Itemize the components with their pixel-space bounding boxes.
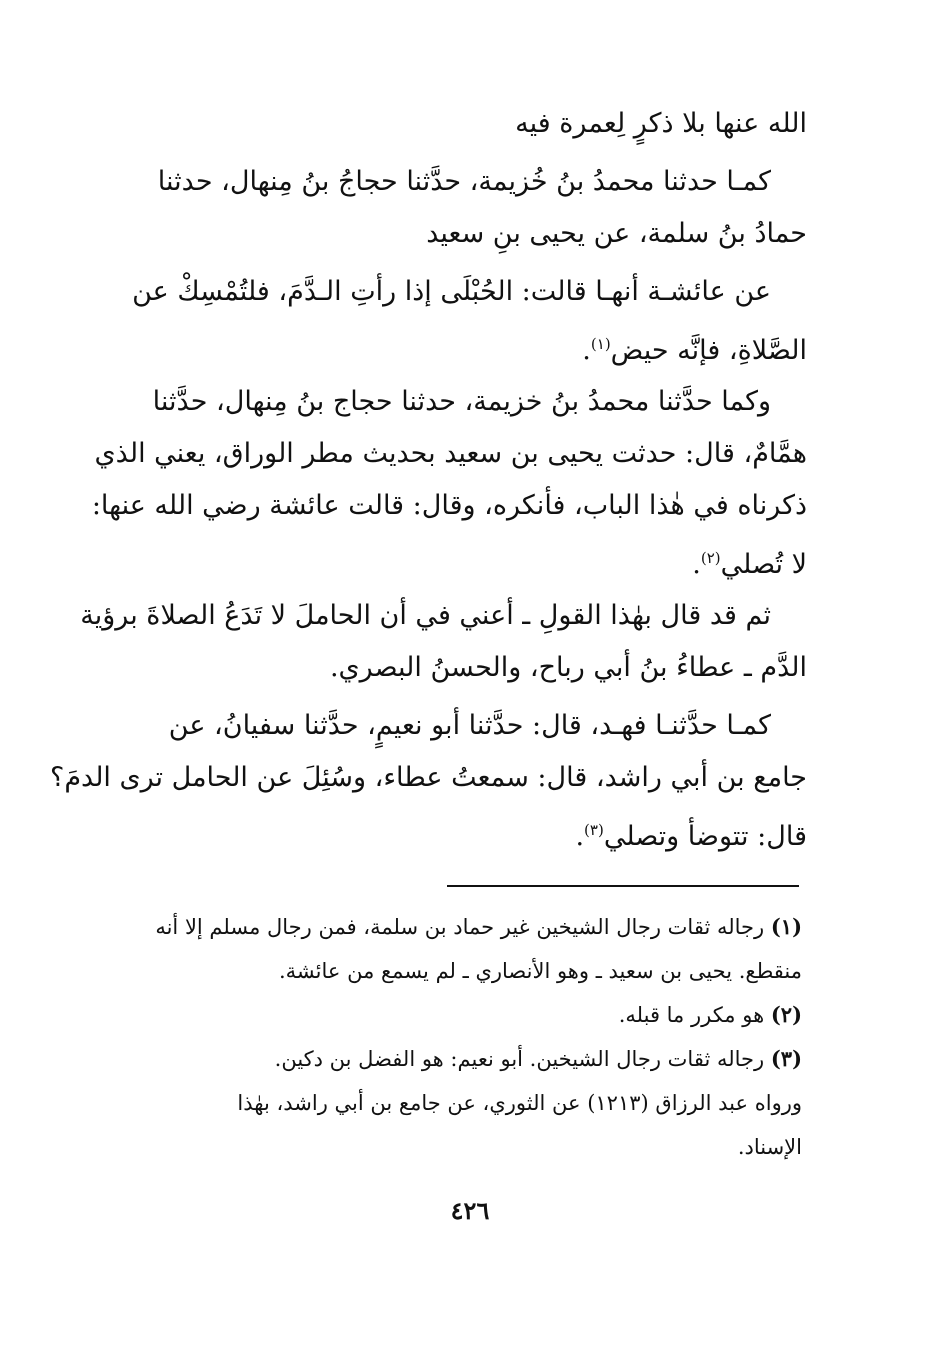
footnotes: [90, 905, 802, 1169]
text-line: وكما حدَّثنا محمدُ بنُ خزيمة، حدثنا حجاج بنُ مِنهال، حدَّثنا: [152, 386, 771, 417]
footnote-text: رجاله ثقات رجال الشيخين غير حماد بن سلمة، فمن رجال مسلم إلا أنه: [155, 915, 765, 939]
text-line: ذكرناه في هٰذا الباب، فأنكره، وقال: قالت عائشة رضي الله عنها:: [91, 490, 807, 521]
footnote-line: [90, 905, 802, 949]
footnote-line: [90, 993, 802, 1037]
text-segment: قال: تتوضأ وتصلي: [603, 821, 807, 852]
period: .: [692, 549, 701, 580]
footnote-marker: (١): [590, 335, 611, 353]
text-line: عن عائشـة أنهـا قالت: الحُبْلَى إذا رأتِ الـدَّمَ، فلتُمْسِكْ عن: [132, 276, 771, 307]
text-line: كمـا حدَّثنـا فهـد، قال: حدَّثنا أبو نعيمٍ، حدَّثنا سفيانُ، عن: [168, 710, 771, 741]
footnote-separator: [447, 885, 799, 887]
footnote-marker: (٣): [584, 821, 604, 839]
footnote-number: (١): [770, 914, 802, 939]
footnote-line: الإسناد.: [737, 1135, 802, 1159]
text-segment: الصَّلاةِ، فإنَّه حيض: [610, 335, 807, 366]
footnote-line: [90, 1037, 802, 1081]
footnote-line: ورواه عبد الرزاق (١٢١٣) عن الثوري، عن جامع بن أبي راشد، بهٰذا: [237, 1091, 802, 1115]
text-line: حمادُ بنُ سلمة، عن يحيى بنِ سعيد: [426, 218, 807, 249]
text-line: [95, 804, 807, 856]
period: .: [575, 821, 585, 852]
footnote-text: هو مكرر ما قبله.: [618, 1003, 765, 1027]
text-line: همَّامٌ، قال: حدثت يحيى بن سعيد بحديث مطر الوراق، يعني الذي: [94, 438, 807, 469]
footnote-text: رجاله ثقات رجال الشيخين. أبو نعيم: هو الفضل بن دكين.: [274, 1047, 765, 1071]
text-segment: لا تُصلي: [720, 549, 807, 580]
footnote-number: (٢): [770, 1002, 802, 1027]
text-line: [95, 318, 807, 370]
text-line: جامع بن أبي راشد، قال: سمعتُ عطاء، وسُئِلَ عن الحامل ترى الدمَ؟: [49, 762, 807, 793]
text-line: الله عنها بلا ذكرٍ لِعمرة فيه: [515, 108, 807, 139]
text-line: [95, 532, 807, 584]
footnote-line: منقطع. يحيى بن سعيد ـ وهو الأنصاري ـ لم يسمع من عائشة.: [278, 959, 802, 983]
text-line: ثم قد قال بهٰذا القولِ ـ أعني في أن الحاملَ لا تَدَعُ الصلاةَ برؤية: [80, 600, 771, 631]
page-number: ٤٢٦: [450, 1196, 490, 1225]
period: .: [582, 335, 591, 366]
text-line: الدَّم ـ عطاءُ بنُ أبي رباح، والحسنُ البصري.: [329, 652, 807, 683]
text-line: كمـا حدثنا محمدُ بنُ خُزيمة، حدَّثنا حجاجُ بنُ مِنهال، حدثنا: [157, 166, 771, 197]
footnote-number: (٣): [770, 1046, 802, 1071]
footnote-marker: (٢): [700, 549, 721, 567]
